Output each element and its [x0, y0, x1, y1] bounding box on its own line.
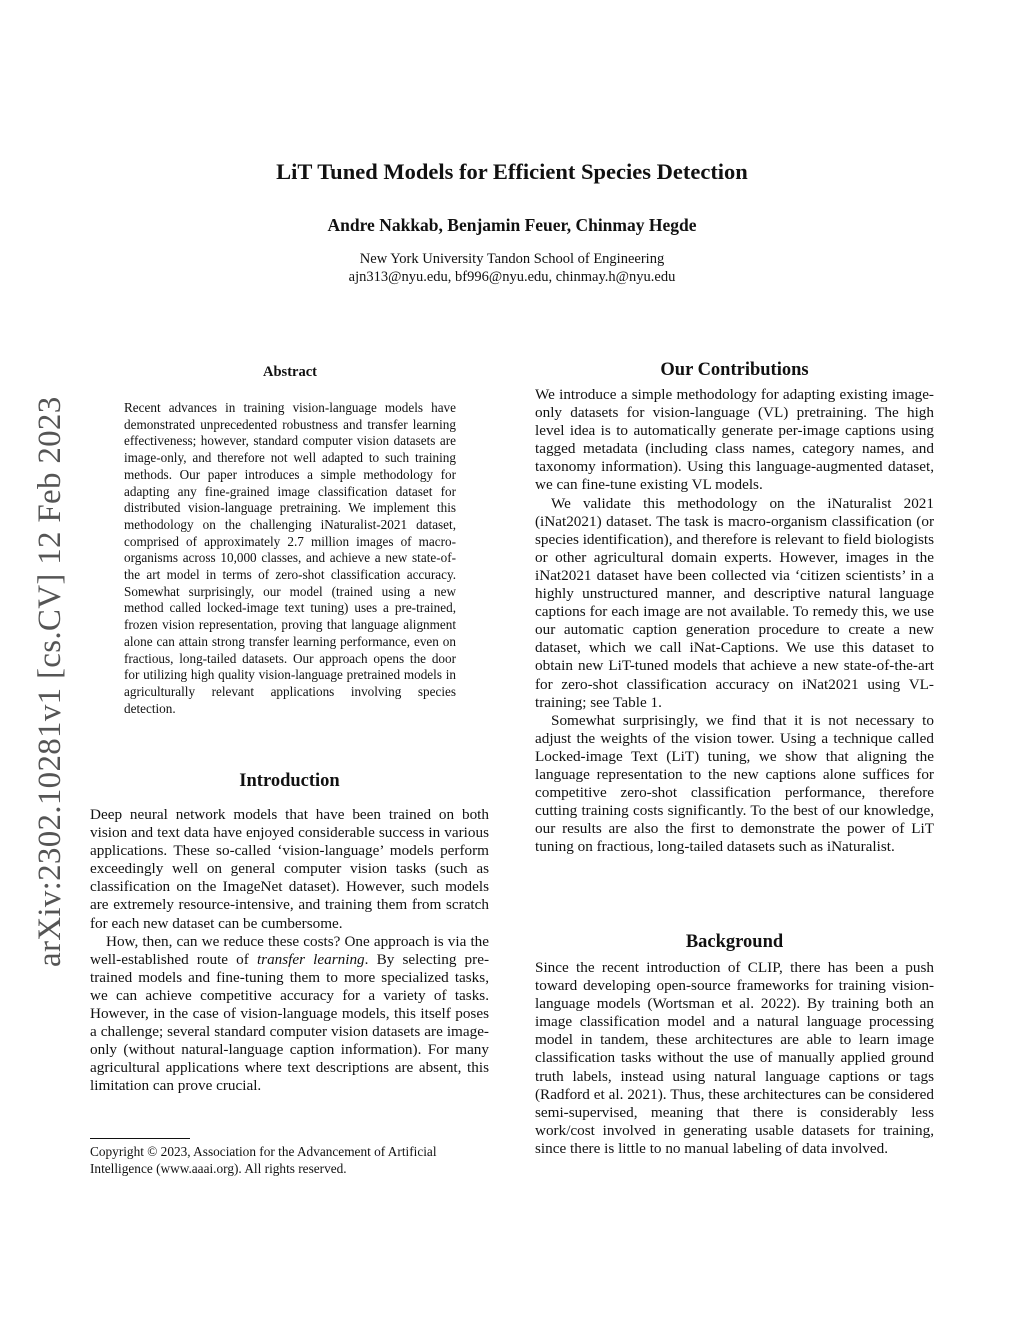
transfer-learning-emphasis: transfer learning: [256, 950, 365, 968]
copyright-footnote: Copyright © 2023, Association for the Advancement of Artificial Intelligence (www.aaai.org). All rights reserved.: [90, 1144, 437, 1176]
footnote-divider: [90, 1138, 190, 1139]
contributions-heading: Our Contributions: [660, 360, 809, 380]
introduction-heading: Introduction: [239, 771, 340, 791]
abstract-body: Recent advances in training vision-language models have demonstrated unprecedented robustness and transfer learning effectiveness; however, standard computer vision datasets are image-only, and therefore not well adapted to such training methods. Our paper introduces a simple methodology for adapting any fine-grained image classification dataset for distributed vision-language pretraining. We implement this methodology on the challenging iNaturalist-2021 dataset, comprised of approximately 2.7 million images of macro-organisms across 10,000 classes, and achieve a new state-of-the art model in terms of zero-shot classification accuracy. Somewhat surprisingly, our model (trained using a new method called locked-image text tuning) uses a pre-trained, frozen vision representation, proving that language alignment alone can attain strong transfer learning performance, even on fractious, long-tailed datasets. Our approach opens the door for utilizing high quality vision-language pretrained models in agriculturally relevant applications involving species detection.: [124, 400, 456, 716]
introduction-paragraph-1: Deep neural network models that have been trained on both vision and text data have enjoyed considerable success in various applications. These so-called ‘vision-language’ models perform exceedingly well on general computer vision tasks (such as classification on the ImageNet dataset). However, such models are extremely resource-intensive, and training them from scratch for each new dataset can be cumbersome.: [90, 806, 489, 932]
introduction-paragraph-2: [90, 933, 489, 1096]
author-list: Andre Nakkab, Benjamin Feuer, Chinmay Hegde: [327, 215, 697, 235]
abstract-heading: Abstract: [263, 364, 317, 380]
contributions-paragraph-1: We introduce a simple methodology for adapting existing image-only datasets for vision-language (VL) pretraining. The high level idea is to automatically generate per-image captions using tagged metadata (including class names, category names, and taxonomy information). Using this language-augmented dataset, we can fine-tune existing VL models.: [535, 386, 934, 494]
introduction-p2-start: How, then, can we reduce these costs? One approach is via the well-established route of: [90, 932, 489, 968]
background-heading: Background: [685, 932, 784, 952]
affiliation: New York University Tandon School of Engineering: [359, 251, 665, 267]
author-emails: ajn313@nyu.edu, bf996@nyu.edu, chinmay.h@nyu.edu: [348, 269, 676, 285]
background-section: [535, 959, 934, 1158]
paper-title: LiT Tuned Models for Efficient Species Detection: [276, 159, 748, 184]
arxiv-identifier: arXiv:2302.10281v1 [cs.CV] 12 Feb 2023: [32, 396, 68, 967]
background-paragraph-1: Since the recent introduction of CLIP, there has been a push toward developing open-source frameworks for training vision-language models (Wortsman et al. 2022). By training both an image classification model and a natural language processing model in tandem, these architectures are able to learn image classification tasks without the use of manually applied ground truth labels, instead using natural language captions or tags (Radford et al. 2021). Thus, these architectures can be considered semi-supervised, meaning that there is considerably less work/cost involved in generating usable datasets for training, since there is little to no manual labeling of data involved.: [535, 959, 934, 1157]
contributions-section: [535, 386, 934, 856]
affiliation-block: [0, 250, 1024, 286]
contributions-paragraph-3: Somewhat surprisingly, we find that it is not necessary to adjust the weights of the vision tower. Using a technique called Locked-image Text (LiT) tuning, we show that aligning the language representation to the new captions alone suffices for competitive zero-shot classification performance, therefore cutting training costs significantly. To the best of our knowledge, our results are also the first to demonstrate the power of LiT tuning on fractious, long-tailed datasets such as iNaturalist.: [535, 711, 934, 856]
introduction-p2-end: . By selecting pre-trained models and fine-tuning them to more specialized tasks, we can achieve competitive accuracy for a variety of tasks. However, in the case of vision-language models, this itself poses a challenge; several standard computer vision datasets are image-only (without natural-language caption information). For many agricultural applications where text descriptions are absent, this limitation can prove crucial.: [90, 950, 490, 1095]
introduction-section: [90, 806, 489, 1096]
contributions-paragraph-2: We validate this methodology on the iNaturalist 2021 (iNat2021) dataset. The task is macro-organism classification (or species identification), and therefore is relevant to field biologists or other agricultural domain experts. However, images in the iNat2021 dataset have been collected via ‘citizen scientists’ in a highly unstructured manner, and descriptive natural language captions for each image are not available. To remedy this, we use our automatic caption generation procedure to create a new dataset, which we call iNat-Captions. We use this dataset to obtain new LiT-tuned models that achieve a new state-of-the-art for zero-shot classification accuracy on iNat2021 using VL-training; see Table 1.: [535, 494, 934, 711]
